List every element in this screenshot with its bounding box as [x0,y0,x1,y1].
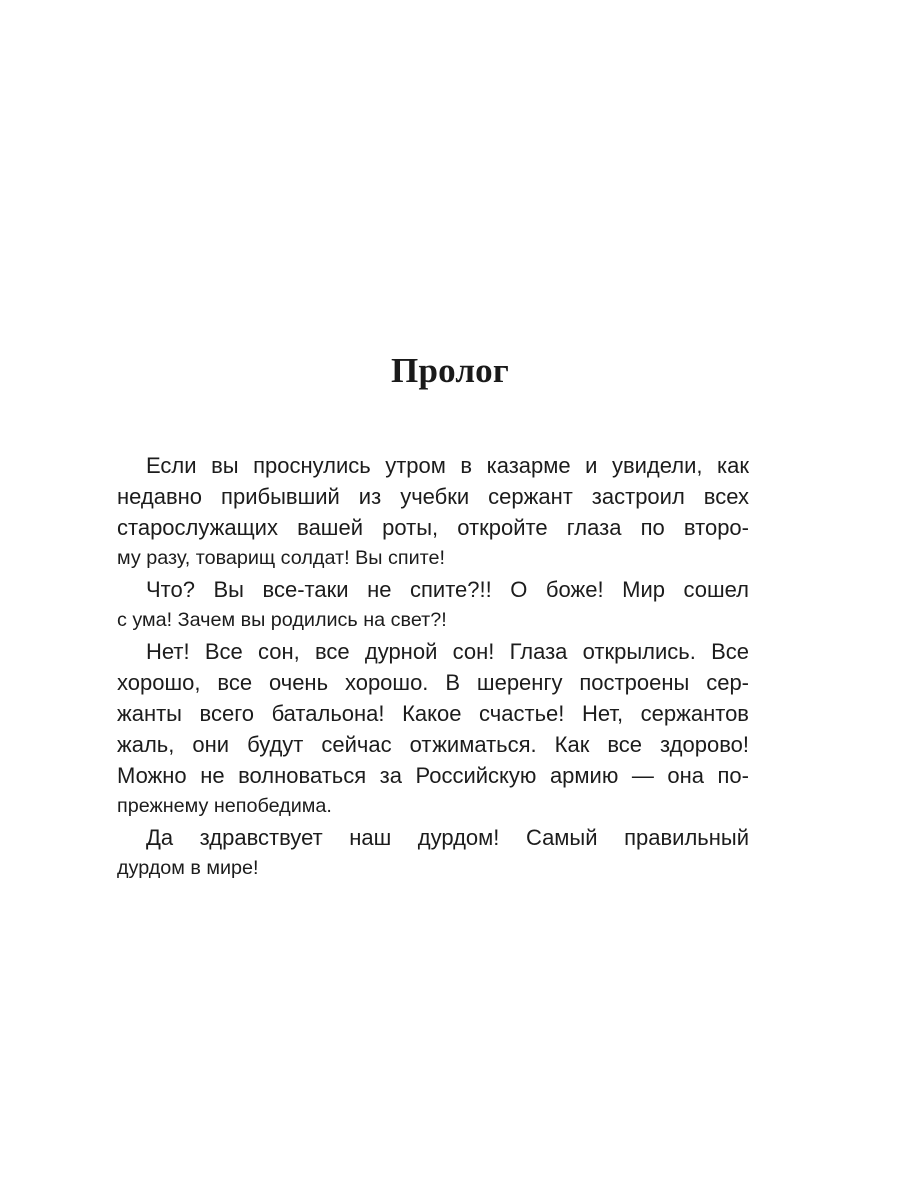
text-line: жанты всего батальона! Какое счастье! Нет, сержантов [117,701,749,726]
text-line: Можно не волноваться за Российскую армию — она по- [117,763,749,788]
text-line: старослужащих вашей роты, откройте глаза по второ- [117,515,749,540]
text-line: Что? Вы все-таки не спите?!! О боже! Мир сошел [146,577,749,602]
text-line: Нет! Все сон, все дурной сон! Глаза открылись. Все [146,639,749,664]
text-line: му разу, товарищ солдат! Вы спите! [117,547,445,569]
text-line: прежнему непобедима. [117,795,332,817]
prologue-text [117,450,749,884]
text-line: недавно прибывший из учебки сержант застроил всех [117,484,749,509]
text-line: Если вы проснулись утром в казарме и увидели, как [146,453,749,478]
text-line: с ума! Зачем вы родились на свет?! [117,609,447,631]
text-line: хорошо, все очень хорошо. В шеренгу построены сер- [117,670,749,695]
text-line: дурдом в мире! [117,857,259,879]
text-line: Да здравствует наш дурдом! Самый правильный [146,825,749,850]
text-line: жаль, они будут сейчас отжиматься. Как все здорово! [117,732,749,757]
chapter-title: Пролог [391,351,509,390]
